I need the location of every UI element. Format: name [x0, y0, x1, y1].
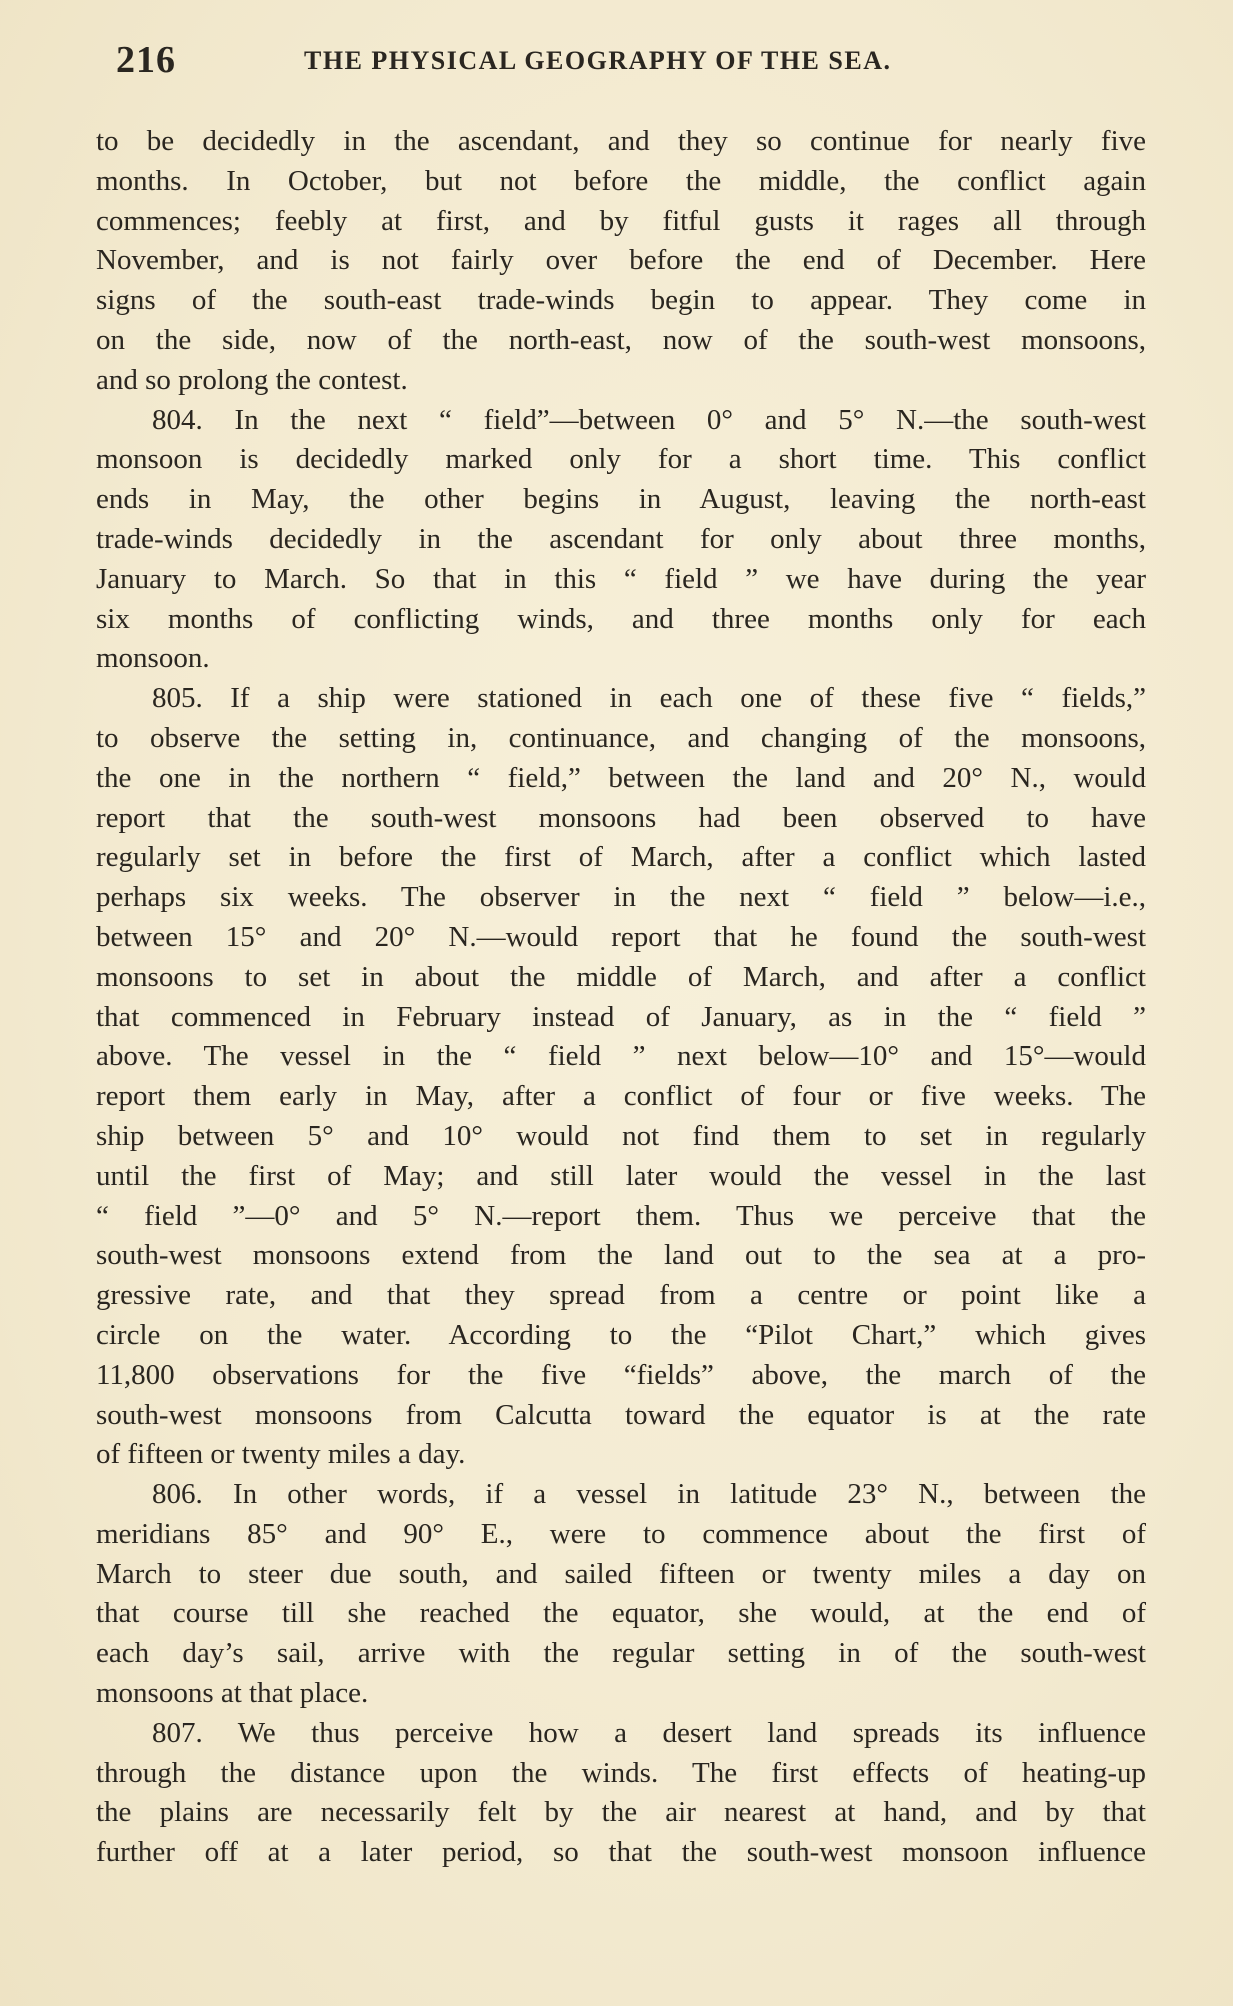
- text-line: circle on the water. According to the “Pilot Chart,” which gives: [96, 1318, 1146, 1351]
- running-title: THE PHYSICAL GEOGRAPHY OF THE SEA.: [304, 46, 892, 75]
- text-line: to observe the setting in, continuance, and changing of the monsoons,: [96, 721, 1146, 754]
- body-text: [96, 122, 1146, 1873]
- text-line: monsoon.: [96, 642, 210, 675]
- text-line: trade-winds decidedly in the ascendant for only about three months,: [96, 522, 1146, 555]
- text-line: each day’s sail, arrive with the regular setting in of the south-west: [96, 1637, 1146, 1670]
- text-line: gressive rate, and that they spread from a centre or point like a: [96, 1279, 1146, 1312]
- text-line: through the distance upon the winds. The first effects of heating-up: [96, 1756, 1146, 1789]
- paragraph-first-line: 805. If a ship were stationed in each one of these five “ fields,”: [152, 682, 1146, 715]
- text-line: months. In October, but not before the middle, the conflict again: [96, 164, 1146, 197]
- text-line: the one in the northern “ field,” between the land and 20° N., would: [96, 761, 1146, 794]
- text-line: perhaps six weeks. The observer in the next “ field ” below—i.e.,: [96, 881, 1146, 914]
- text-line: March to steer due south, and sailed fifteen or twenty miles a day on: [96, 1557, 1146, 1590]
- text-line: regularly set in before the first of March, after a conflict which lasted: [96, 841, 1146, 874]
- text-line: of fifteen or twenty miles a day.: [96, 1438, 466, 1471]
- text-line: that course till she reached the equator, she would, at the end of: [96, 1597, 1146, 1630]
- text-line: ship between 5° and 10° would not find them to set in regularly: [96, 1119, 1146, 1152]
- page-number: 216: [116, 39, 176, 81]
- text-line: above. The vessel in the “ field ” next below—10° and 15°—would: [96, 1040, 1146, 1073]
- text-line: and so prolong the contest.: [96, 363, 408, 396]
- text-line: meridians 85° and 90° E., were to commence about the first of: [96, 1517, 1146, 1550]
- text-line: monsoons to set in about the middle of March, and after a conflict: [96, 960, 1146, 993]
- running-head: [108, 38, 1148, 88]
- text-line: to be decidedly in the ascendant, and they so continue for nearly five: [96, 125, 1146, 157]
- text-line: January to March. So that in this “ field ” we have during the year: [96, 562, 1146, 595]
- text-line: between 15° and 20° N.—would report that he found the south-west: [96, 920, 1146, 953]
- text-line: on the side, now of the north-east, now of the south-west monsoons,: [96, 323, 1146, 356]
- text-line: monsoon is decidedly marked only for a short time. This conflict: [96, 443, 1146, 476]
- text-line: report them early in May, after a conflict of four or five weeks. The: [96, 1080, 1146, 1113]
- text-line: November, and is not fairly over before the end of December. Here: [96, 244, 1146, 277]
- text-line: monsoons at that place.: [96, 1677, 369, 1710]
- paragraph-first-line: 807. We thus perceive how a desert land spreads its influence: [152, 1716, 1146, 1749]
- text-line: 11,800 observations for the five “fields” above, the march of the: [96, 1358, 1146, 1391]
- text-line: that commenced in February instead of January, as in the “ field ”: [96, 1000, 1146, 1033]
- text-line: report that the south-west monsoons had been observed to have: [96, 801, 1146, 834]
- text-line: until the first of May; and still later would the vessel in the last: [96, 1159, 1146, 1192]
- text-line: signs of the south-east trade-winds begin to appear. They come in: [96, 284, 1146, 317]
- text-line: ends in May, the other begins in August, leaving the north-east: [96, 483, 1146, 516]
- paragraph-first-line: 804. In the next “ field”—between 0° and 5° N.—the south-west: [152, 403, 1146, 436]
- text-line: commences; feebly at first, and by fitful gusts it rages all through: [96, 204, 1146, 237]
- text-line: further off at a later period, so that the south-west monsoon influence: [96, 1836, 1146, 1869]
- text-line: six months of conflicting winds, and three months only for each: [96, 602, 1146, 635]
- paragraph-first-line: 806. In other words, if a vessel in latitude 23° N., between the: [152, 1478, 1146, 1511]
- text-line: south-west monsoons from Calcutta toward the equator is at the rate: [96, 1398, 1146, 1431]
- text-line: “ field ”—0° and 5° N.—report them. Thus we perceive that the: [96, 1199, 1146, 1232]
- text-line: south-west monsoons extend from the land out to the sea at a pro-: [96, 1239, 1146, 1272]
- text-line: the plains are necessarily felt by the air nearest at hand, and by that: [96, 1796, 1146, 1829]
